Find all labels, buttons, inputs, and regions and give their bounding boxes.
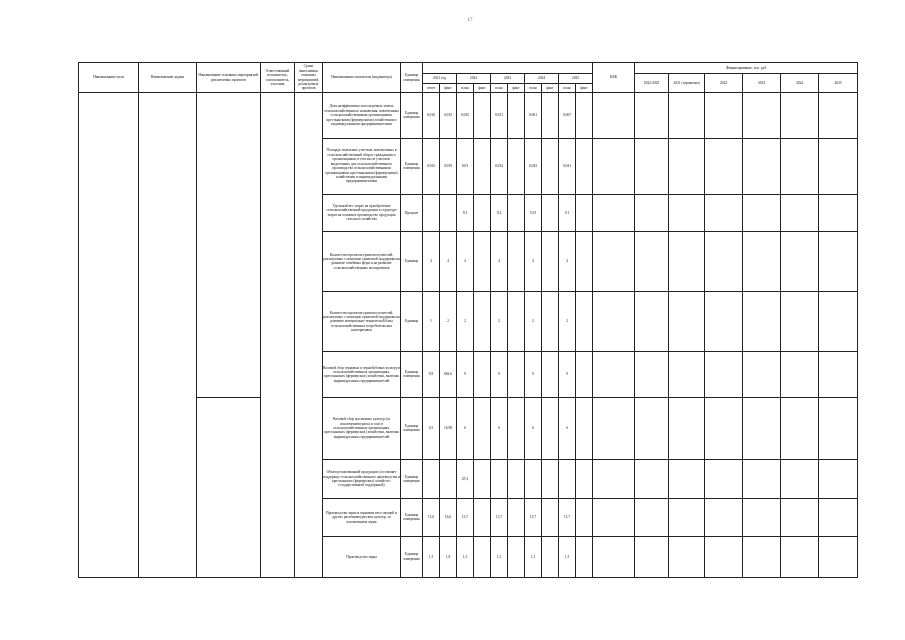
financing-cell (705, 93, 743, 139)
value-cell: 9,2 (491, 194, 508, 231)
indicator-cell: Производство зерна в зерновом весе овощей и других растениеводческих культур, за исключением зерна (323, 499, 401, 536)
header-fin-2025: 2025 (819, 74, 858, 93)
financing-cell (781, 194, 819, 231)
header-year-2024: 2024 (525, 74, 559, 83)
header-task: Наименование задачи (139, 63, 197, 93)
header-sub-fact: факт (542, 83, 559, 92)
value-cell: 9 (525, 352, 542, 398)
value-cell: 2 (559, 291, 576, 351)
indicator-cell: Объем реализованной продукции (составляет поддержку сельскохозяйственного производства и крестьянских (фермерских) хозяйств с государственной поддержкой) (323, 459, 401, 498)
value-cell (542, 93, 559, 139)
financing-cell (819, 194, 858, 231)
value-cell (474, 291, 491, 351)
value-cell (576, 536, 593, 577)
financing-cell (705, 397, 743, 459)
value-cell (508, 352, 525, 398)
kbk-cell (593, 194, 635, 231)
value-cell (474, 194, 491, 231)
value-cell: 0,061 (525, 93, 542, 139)
value-cell (423, 459, 440, 498)
value-cell (474, 138, 491, 194)
value-cell: 0,5 (423, 397, 440, 459)
financing-cell (819, 93, 858, 139)
indicator-cell: Валовой сбор зерновых и зернобобовых культур в сельскохозяйственных организациях, крестьянских (фермерских) хозяйствах, включая индивидуальных предпринимателей (323, 352, 401, 398)
financing-cell (705, 138, 743, 194)
value-cell: 9 (491, 352, 508, 398)
header-fin-2022-2025: 2022-2025 (635, 74, 669, 93)
unit-cell: Единица (401, 231, 423, 291)
value-cell (474, 397, 491, 459)
financing-cell (781, 93, 819, 139)
value-cell: 2 (525, 291, 542, 351)
header-sub-plan: план (559, 83, 576, 92)
unit-cell: Единица измерения (401, 536, 423, 577)
value-cell (508, 499, 525, 536)
value-cell: 682,6 (440, 352, 457, 398)
value-cell: 1,3 (457, 536, 474, 577)
value-cell: 0,067 (559, 93, 576, 139)
value-cell: 9,3 (457, 194, 474, 231)
financing-cell (705, 291, 743, 351)
value-cell: 4 (491, 231, 508, 291)
header-sub-fact: факт (474, 83, 491, 92)
program-table (78, 62, 858, 578)
financing-cell (781, 397, 819, 459)
value-cell (474, 231, 491, 291)
value-cell (542, 291, 559, 351)
financing-cell (635, 291, 669, 351)
value-cell (474, 499, 491, 536)
events-cell (197, 93, 261, 398)
financing-cell (635, 397, 669, 459)
value-cell: 25,3 (457, 459, 474, 498)
value-cell (576, 291, 593, 351)
financing-cell (743, 93, 781, 139)
unit-cell: Единица измерения (401, 459, 423, 498)
header-fin-2023: 2023 (743, 74, 781, 93)
kbk-cell (593, 291, 635, 351)
financing-cell (705, 536, 743, 577)
header-financing: Финансирование, тыс. руб (635, 63, 858, 74)
header-fin-2022: 2022 (705, 74, 743, 93)
value-cell (423, 194, 440, 231)
value-cell: 6 (525, 397, 542, 459)
kbk-cell (593, 93, 635, 139)
financing-cell (669, 291, 705, 351)
value-cell: 4 (440, 231, 457, 291)
financing-cell (781, 352, 819, 398)
value-cell: 16,98 (440, 397, 457, 459)
value-cell: 6 (491, 397, 508, 459)
financing-cell (669, 93, 705, 139)
page-number: 17 (467, 18, 473, 23)
value-cell: 0,034 (491, 138, 508, 194)
financing-cell (743, 397, 781, 459)
value-cell (576, 459, 593, 498)
financing-cell (743, 291, 781, 351)
value-cell: 13,7 (525, 499, 542, 536)
header-goal: Наименование цели (79, 63, 139, 93)
value-cell (508, 93, 525, 139)
kbk-cell (593, 536, 635, 577)
financing-cell (635, 231, 669, 291)
indicator-cell: Удельный вес затрат на приобретение сельскохозяйственной продукции в структуре затрат на основное производство продукции сельского хозяйства (323, 194, 401, 231)
financing-cell (743, 231, 781, 291)
financing-cell (819, 499, 858, 536)
header-unit: Единица измерения (401, 63, 423, 93)
value-cell (576, 138, 593, 194)
financing-cell (705, 231, 743, 291)
unit-cell: Единица измерения (401, 352, 423, 398)
value-cell: 2 (491, 291, 508, 351)
value-cell (542, 536, 559, 577)
kbk-cell (593, 499, 635, 536)
responsible-cell (261, 93, 295, 578)
value-cell: 16,6 (440, 499, 457, 536)
value-cell (508, 459, 525, 498)
value-cell: 4 (559, 231, 576, 291)
header-sub-plan: план (491, 83, 508, 92)
value-cell: 0,041 (559, 138, 576, 194)
value-cell: 2 (457, 291, 474, 351)
financing-cell (781, 499, 819, 536)
header-kbk: КБК (593, 63, 635, 93)
value-cell (576, 93, 593, 139)
financing-cell (819, 352, 858, 398)
financing-cell (635, 499, 669, 536)
value-cell (542, 499, 559, 536)
value-cell: 13,7 (457, 499, 474, 536)
financing-cell (635, 459, 669, 498)
financing-cell (781, 459, 819, 498)
unit-cell: Единица измерения (401, 499, 423, 536)
financing-cell (819, 291, 858, 351)
goal-cell (79, 93, 139, 578)
value-cell (491, 459, 508, 498)
financing-cell (819, 138, 858, 194)
financing-cell (743, 138, 781, 194)
value-cell: 0,025 (457, 93, 474, 139)
indicator-cell: Валовой сбор масличных культур (за исключением рапса и сои) в сельскохозяйственных организациях, крестьянских (фермерских) хозяйствах, включая индивидуальных предпринимателей (323, 397, 401, 459)
financing-cell (781, 231, 819, 291)
financing-cell (635, 536, 669, 577)
unit-cell: Процент (401, 194, 423, 231)
header-year-2025: 2025 (559, 74, 593, 83)
value-cell (542, 231, 559, 291)
value-cell: 1,3 (525, 536, 542, 577)
header-sub-fact: факт (508, 83, 525, 92)
financing-cell (743, 499, 781, 536)
header-year-2021: 2021 год (423, 74, 457, 83)
value-cell: 13,6 (423, 499, 440, 536)
financing-cell (743, 459, 781, 498)
value-cell (508, 397, 525, 459)
value-cell (508, 138, 525, 194)
header-sub-report: отчет (423, 83, 440, 92)
indicator-cell: Доля неэффективно используемых земель сельскохозяйственного назначения, вовлеченных сельскохозяйственными организациями, крестьянскими (фермерскими) хозяйствами и индивидуальными предпринимателями (323, 93, 401, 139)
kbk-cell (593, 397, 635, 459)
financing-cell (781, 536, 819, 577)
financing-cell (669, 459, 705, 498)
value-cell: 0,032 (423, 138, 440, 194)
financing-cell (781, 138, 819, 194)
kbk-cell (593, 231, 635, 291)
financing-cell (669, 231, 705, 291)
financing-cell (669, 499, 705, 536)
header-events: Наименование основных мероприятий, реализуемых проектов (197, 63, 261, 93)
value-cell (508, 536, 525, 577)
financing-cell (669, 397, 705, 459)
header-fin-2021: 2021 (справочно) (669, 74, 705, 93)
value-cell (508, 291, 525, 351)
value-cell: 13,7 (491, 499, 508, 536)
value-cell: 1,3 (559, 536, 576, 577)
value-cell: 13,7 (559, 499, 576, 536)
header-fin-2024: 2024 (781, 74, 819, 93)
task-cell (139, 93, 197, 578)
value-cell: 9 (559, 352, 576, 398)
header-sub-plan: план (457, 83, 474, 92)
value-cell: 6 (457, 397, 474, 459)
header-indicator: Наименование показателя (индикатора) (323, 63, 401, 93)
financing-cell (743, 536, 781, 577)
unit-cell: Единица измерения (401, 397, 423, 459)
value-cell: 0,015 (440, 93, 457, 139)
value-cell: 9,1 (559, 194, 576, 231)
value-cell: 2 (440, 291, 457, 351)
header-responsible: Ответственный исполнитель, соисполнитель, участник (261, 63, 295, 93)
financing-cell (781, 291, 819, 351)
value-cell (576, 194, 593, 231)
value-cell (508, 194, 525, 231)
financing-cell (819, 536, 858, 577)
value-cell (576, 397, 593, 459)
financing-cell (669, 536, 705, 577)
value-cell (542, 397, 559, 459)
header-sub-fact: факт (576, 83, 593, 92)
value-cell: 1,3 (423, 536, 440, 577)
value-cell: 6 (559, 397, 576, 459)
financing-cell (819, 231, 858, 291)
value-cell (508, 231, 525, 291)
financing-cell (705, 459, 743, 498)
events-cell (197, 397, 261, 577)
value-cell (474, 352, 491, 398)
value-cell (474, 459, 491, 498)
value-cell: 0,043 (525, 138, 542, 194)
value-cell: 4 (525, 231, 542, 291)
header-sub-plan: план (525, 83, 542, 92)
value-cell (542, 138, 559, 194)
value-cell: 9 (457, 352, 474, 398)
indicator-cell: Количество проектов грантополучателей, реализуемых с помощью грантовой поддержки на развитие семейных ферм и на развитие сельскохозяйственных кооперативов (323, 231, 401, 291)
indicator-cell: Количество проектов грантополучателей, реализуемых с помощью грантовой поддержки на развитие материально-технической базы сельскохозяйственных потребительских кооперативов (323, 291, 401, 351)
value-cell (474, 93, 491, 139)
financing-cell (819, 459, 858, 498)
value-cell: 0,051 (491, 93, 508, 139)
value-cell (576, 499, 593, 536)
value-cell (542, 352, 559, 398)
value-cell (559, 459, 576, 498)
financing-cell (635, 352, 669, 398)
financing-cell (669, 138, 705, 194)
unit-cell: Единица измерения (401, 138, 423, 194)
value-cell (440, 194, 457, 231)
financing-cell (635, 138, 669, 194)
financing-cell (669, 194, 705, 231)
financing-cell (635, 194, 669, 231)
value-cell: 0,016 (423, 93, 440, 139)
value-cell: 1,3 (491, 536, 508, 577)
kbk-cell (593, 352, 635, 398)
indicator-cell: Площадь земельных участков, вовлеченных в сельскохозяйственный оборот гражданами и организациями, в том числе участков, выделенных для сельскохозяйственного производства сельскохозяйственными организациями, крестьянскими (фермерскими) хозяйствами и индивидуальными предпринимателями (323, 138, 401, 194)
value-cell: 0,03 (457, 138, 474, 194)
financing-cell (635, 93, 669, 139)
financing-cell (743, 194, 781, 231)
value-cell (542, 194, 559, 231)
header-deadline: Сроки выполнения основных мероприятий, реализуемых проектов (295, 63, 323, 93)
financing-cell (705, 499, 743, 536)
header-indicator-values (423, 63, 593, 74)
financing-cell (819, 397, 858, 459)
deadline-cell (295, 93, 323, 578)
kbk-cell (593, 459, 635, 498)
indicator-cell: Производство зерна (323, 536, 401, 577)
value-cell: 9,8 (423, 352, 440, 398)
value-cell: 9,15 (525, 194, 542, 231)
kbk-cell (593, 138, 635, 194)
value-cell: 4 (423, 231, 440, 291)
header-year-2023: 2023 (491, 74, 525, 83)
financing-cell (705, 352, 743, 398)
value-cell (474, 536, 491, 577)
header-year-2022: 2022 (457, 74, 491, 83)
header-sub-fact: факт (440, 83, 457, 92)
unit-cell: Единица измерения (401, 93, 423, 139)
table-row (79, 93, 858, 139)
financing-cell (705, 194, 743, 231)
value-cell (440, 459, 457, 498)
value-cell: 0,019 (440, 138, 457, 194)
financing-cell (669, 352, 705, 398)
financing-cell (743, 352, 781, 398)
value-cell: 4 (457, 231, 474, 291)
value-cell (542, 459, 559, 498)
value-cell (576, 231, 593, 291)
value-cell: 1,8 (440, 536, 457, 577)
value-cell (576, 352, 593, 398)
unit-cell: Единица (401, 291, 423, 351)
value-cell (525, 459, 542, 498)
value-cell: 1 (423, 291, 440, 351)
